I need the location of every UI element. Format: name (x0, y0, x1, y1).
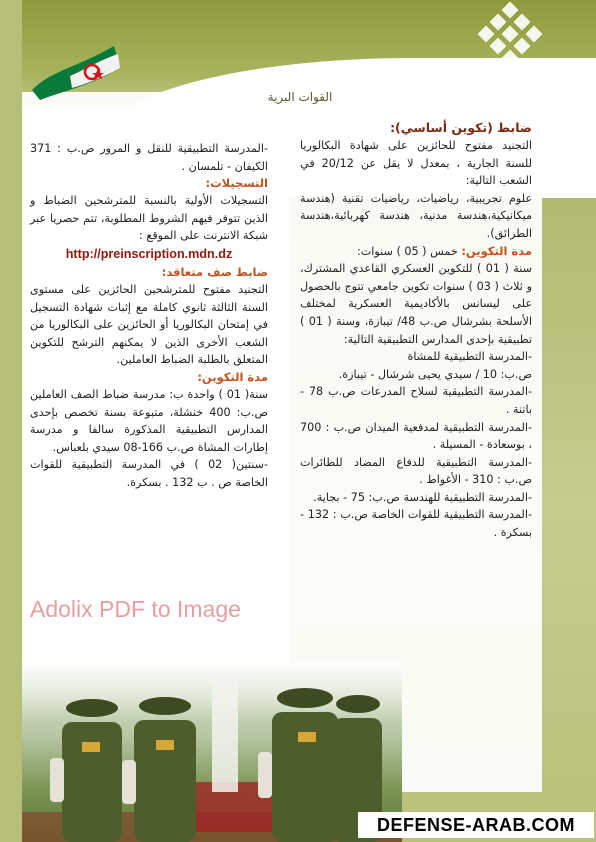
duration-heading: مدة التكوين: (197, 369, 268, 384)
soldiers-illustration (22, 662, 402, 842)
left-column (30, 140, 268, 492)
school-line: -المدرسة التطبيقية للهندسة ص.ب: 75 - بجاية. (313, 490, 532, 504)
school-line: -المدرسة التطبيقية للدفاع المضاد للطائرات ص.ب : 310 - الأغواط . (300, 455, 532, 487)
school-line: -المدرسة التطبيقية لمدفعية الميدان ص.ب : 700 ، بوسعادة - المسيلة . (300, 420, 532, 452)
school-line: -المدرسة التطبيقية لسلاح المدرعات ص.ب 78 - باتنة . (300, 385, 532, 416)
watermark: Adolix PDF to Image (30, 596, 241, 622)
special-forces-text: -سنتين( 02 ) في المدرسة التطبيقية للقوات الخاصة ص . ب 132 . بسكرة. (30, 458, 268, 489)
transport-school: -المدرسة التطبيقية للنقل و المرور ص.ب : 371 الكيفان - تلمسان . (30, 142, 268, 173)
streams-text: علوم تجريبية، رياضيات، رياضيات تقنية (هندسة ميكانيكية،هندسة مدنية، هندسة كهربائية،هندسة الطرائق). (300, 191, 532, 240)
school-line: -المدرسة التطبيقية للقوات الخاصة ص.ب : 132 - بسكرة . (300, 508, 532, 540)
diamond-grid-logo-icon (468, 0, 552, 76)
duration-label: مدة التكوين: (461, 243, 532, 258)
algerian-flag-icon (26, 40, 122, 100)
soldiers-photo (22, 662, 402, 842)
registrations-heading: التسجيلات: (205, 176, 268, 191)
registrations-text: التسجيلات الأولية بالنسبة للمترشحين الضباط و الذين تتوفر فيهم الشروط المطلوبة، تتم حصريا عبر شبكة الانترنت على الموقع : (30, 194, 268, 243)
school-line: -المدرسة التطبيقية للمشاة (407, 350, 532, 364)
school-line: ص.ب: 10 / سيدي يحيى شرشال - تيبازة. (338, 367, 532, 381)
registration-url-link[interactable]: http://preinscription.mdn.dz (65, 246, 233, 261)
intro-text: التجنيد مفتوح للحائزين على شهادة البكالوريا للسنة الجارية ، بمعدل لا يقل عن 20/12 في الشعب التالية: (300, 139, 532, 188)
heading-officer-basic: ضابط (تكوين أساسي): (390, 120, 532, 135)
section-title: القوات البرية (267, 90, 333, 104)
duration-detail: سنة ( 01 ) للتكوين العسكري القاعدي المشترك، و ثلاث ( 03 ) سنوات تكوين جامعي تتوج بالحصول على ليسانس بالأكاديمية العسكرية لمختلف الأسلحة بشرشال ص.ب 48/ تيبازة، وسنة ( 01 ) تطبيقية بإحدى المدارس التطبيقية التالية: (300, 262, 533, 346)
right-column (300, 118, 532, 542)
duration-value: خمس ( 05 ) سنوات: (356, 244, 462, 258)
contract-text: التجنيد مفتوح للمترشحين الحائزين على مستوى السنة الثالثة ثانوي كاملة مع إثبات شهادة التسجيل في إمتحان البكالوريا أو الحائزين على البكالوريا من الشعب الأخرى الذين لا يمكنهم الترشح للتكوين المتعلق بالطلبة الضباط العاملين. (30, 282, 268, 367)
contract-officer-heading: ضابط صف متعاقد: (161, 264, 268, 279)
olive-background-left (0, 0, 22, 842)
duration-text: سنة( 01 ) واحدة ب: مدرسة ضباط الصف العاملين ص.ب: 400 خنشلة، متبوعة بسنة تخصص بإحدى المدارس التطبيقية المذكورة سالفا و مدرسة إطارات المشاة ص.ب 166-08 سيدي بلعباس. (30, 387, 268, 454)
duration-line (300, 243, 532, 261)
brand-footer: DEFENSE-ARAB.COM (358, 812, 594, 838)
